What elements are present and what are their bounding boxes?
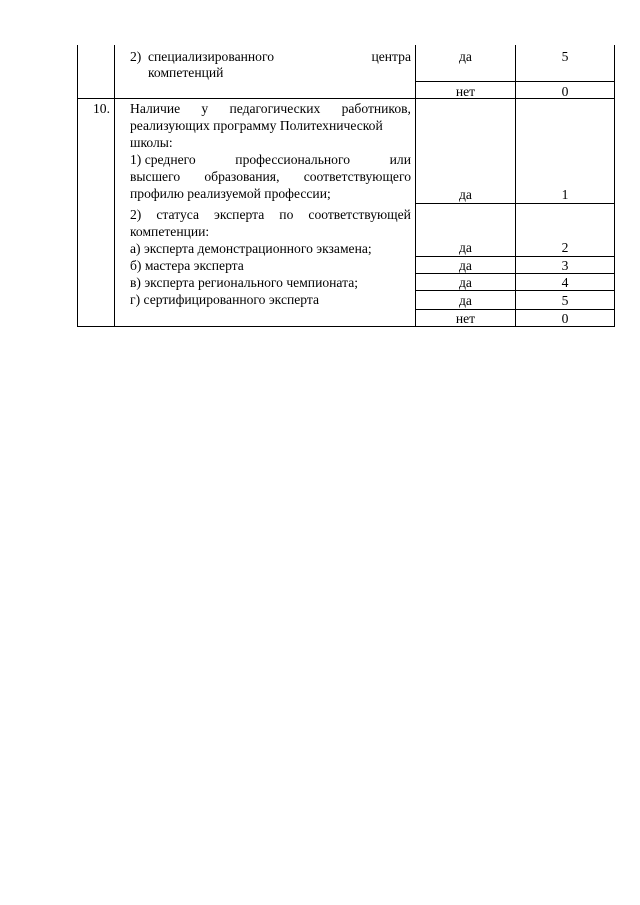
row10-line8: компетенции: [130,224,210,239]
row1-score-yes: 5 [561,49,569,64]
row10-answer-4: да [459,275,472,290]
row10-line3: школы: [130,135,173,150]
row10-l7-w5: соответствующей [308,207,411,222]
row10-answer-3: да [459,258,472,273]
row1-item2-word2: центра [371,49,411,64]
row10-line9: а) эксперта демонстрационного экзамена; [130,241,372,256]
row10-l1-w3: педагогических [229,101,321,116]
row10-l7-w2: статуса [156,207,199,222]
row10-line12: г) сертифицированного эксперта [130,292,320,307]
row10-line6: профилю реализуемой профессии; [130,186,331,201]
row10-number: 10. [93,101,110,116]
row10-l1-w1: Наличие [130,101,181,116]
row10-l4-w3: или [389,152,411,167]
row10-line1 [130,100,411,117]
row10-score-5: 5 [561,293,569,308]
row10-line5 [130,168,411,185]
row10-l7-w3: эксперта [214,207,265,222]
row10-l4-w2: профессионального [235,152,351,167]
row10-answer-1: да [459,187,472,202]
row10-score-1: 1 [561,187,569,202]
row10-score-2: 2 [561,240,569,255]
row10-l1-w2: у [201,101,209,116]
row1-item2-line1 [130,48,411,65]
row10-l7-w4: по [279,207,294,222]
row10-answer-2: да [459,240,472,255]
row10-l7-w1: 2) [130,207,142,222]
row10-score-no: 0 [561,311,569,326]
row10-line7 [130,206,411,223]
row10-line11: в) эксперта регионального чемпионата; [130,275,359,290]
row10-line4 [130,151,411,168]
row10-answer-5: да [459,293,472,308]
row10-score-3: 3 [561,258,569,273]
row1-answer-no: нет [455,84,476,99]
row1-score-no: 0 [561,84,569,99]
row1-item2-prefix: 2) [130,49,142,64]
row10-l5-w2: образования, [204,169,280,184]
row10-l5-w1: высшего [130,169,181,184]
row1-item2-line2: компетенций [148,65,224,80]
row1-item2-word1: специализированного [148,49,274,64]
row10-l5-w3: соответствующего [303,169,411,184]
row1-answer-yes: да [459,49,472,64]
row10-line10: б) мастера эксперта [130,258,244,273]
row10-answer-no: нет [455,311,476,326]
row10-l1-w4: работников, [341,101,411,116]
row10-line2: реализующих программу Политехнической [130,118,383,133]
row10-score-4: 4 [561,275,569,290]
row10-l4-w1: 1) среднего [130,152,196,167]
